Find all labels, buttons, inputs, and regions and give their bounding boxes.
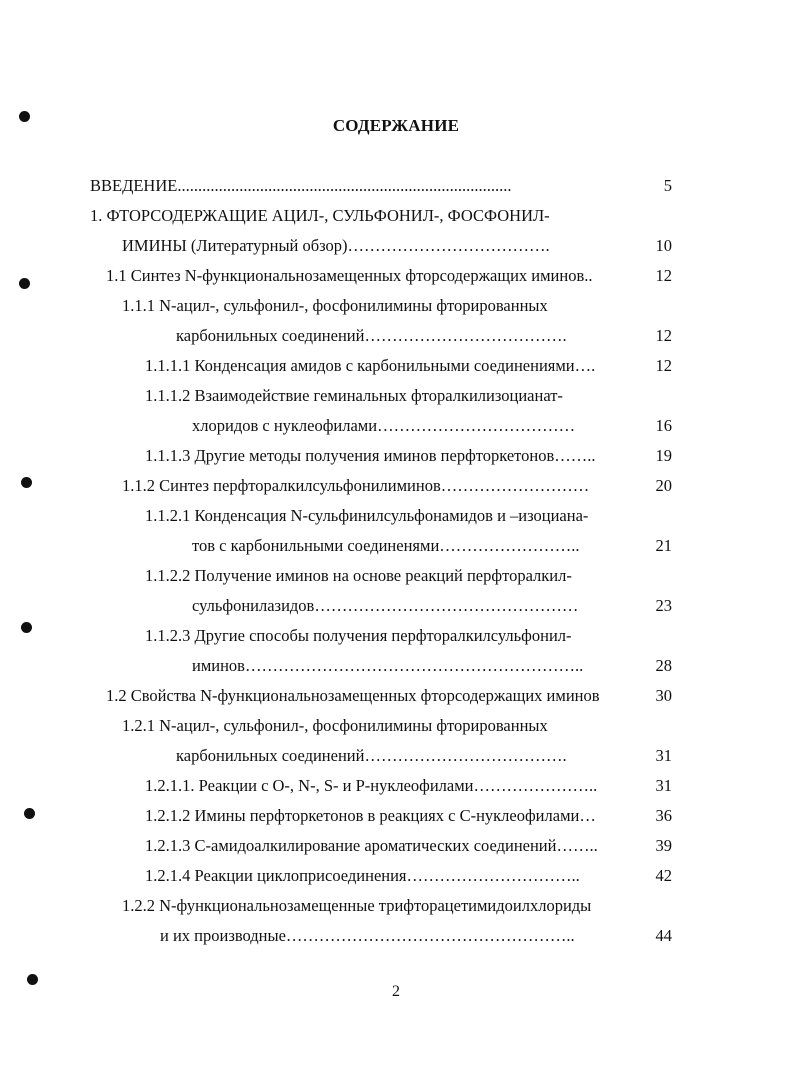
page-title: СОДЕРЖАНИЕ <box>332 116 460 135</box>
toc-entry-text: 1.2.1.2 Имины перфторкетонов в реакциях с С-нуклеофилами… <box>145 806 596 825</box>
toc-entry-text: ИМИНЫ (Литературный обзор)………………………………. <box>122 236 550 255</box>
toc-entry-page: 12 <box>655 326 672 345</box>
toc-entry-page: 10 <box>655 236 672 255</box>
toc-entry-text: 1.2.1 N-ацил-, сульфонил-, фосфонилимины фторированных <box>122 716 548 735</box>
toc-entry-text: 1.2 Свойства N-функциональнозамещенных фторсодержащих иминов <box>106 686 600 705</box>
toc-entry-text: хлоридов с нуклеофилами……………………………… <box>192 416 576 435</box>
toc-entry-page: 44 <box>655 926 672 945</box>
toc-entry-page: 36 <box>655 806 672 825</box>
toc-entry-page: 42 <box>655 866 672 885</box>
page-number: 2 <box>392 983 400 1000</box>
toc-entry-text: 1.1 Синтез N-функциональнозамещенных фторсодержащих иминов.. <box>106 266 593 285</box>
toc-entry-text: 1.1.1 N-ацил-, сульфонил-, фосфонилимины фторированных <box>122 296 548 315</box>
toc-entry-page: 30 <box>655 686 672 705</box>
toc-entry-text: 1.1.2.2 Получение иминов на основе реакций перфторалкил- <box>145 566 572 585</box>
toc-entry-page: 21 <box>655 536 672 555</box>
toc-entry-page: 12 <box>655 266 672 285</box>
toc-entry-text: 1.2.1.1. Реакции с O-, N-, S- и P-нуклеофилами………………….. <box>145 776 598 795</box>
binder-hole-2 <box>19 278 30 289</box>
toc-entry-text: 1.1.2.3 Другие способы получения перфторалкилсульфонил- <box>145 626 572 645</box>
toc-entry-text: 1.2.1.3 С-амидоалкилирование ароматических соединений…….. <box>145 836 598 855</box>
toc-entry-text: сульфонилазидов………………………………………… <box>192 596 579 615</box>
toc-entry-text: 1.1.2.1 Конденсация N-сульфинилсульфонамидов и –изоциана- <box>145 506 589 525</box>
toc-entry-page: 20 <box>655 476 672 495</box>
toc-entry-text: 1.1.2 Синтез перфторалкилсульфонилиминов……………………… <box>122 476 590 495</box>
toc-entry-page: 19 <box>655 446 672 465</box>
binder-hole-5 <box>24 808 35 819</box>
toc-entry-text: 1.1.1.2 Взаимодействие геминальных фторалкилизоцианат- <box>145 386 563 405</box>
binder-hole-3 <box>21 477 32 488</box>
toc-entry-text: 1.2.1.4 Реакции циклоприсоединения………………………….. <box>145 866 580 885</box>
toc-entry-page: 31 <box>655 776 672 795</box>
toc-entry-text: иминов…………………………………………………….. <box>192 656 584 675</box>
toc-entry-page: 28 <box>655 656 672 675</box>
toc-entry-text: ВВЕДЕНИЕ................................................................................. <box>90 176 512 195</box>
toc-entry-page: 23 <box>655 596 672 615</box>
toc-entry-page: 31 <box>655 746 672 765</box>
toc-entry-text: 1.1.1.1 Конденсация амидов с карбонильными соединениями…. <box>145 356 596 375</box>
toc-entry-text: и их производные…………………………………………….. <box>160 926 575 945</box>
toc-entry-text: тов с карбонильными соединенями…………………….. <box>192 536 580 555</box>
toc-entry-page: 12 <box>655 356 672 375</box>
toc-entry-page: 16 <box>655 416 672 435</box>
toc-entry-text: 1.1.1.3 Другие методы получения иминов перфторкетонов…….. <box>145 446 596 465</box>
toc-entry-text: 1. ФТОРСОДЕРЖАЩИЕ АЦИЛ-, СУЛЬФОНИЛ-, ФОСФОНИЛ- <box>90 206 550 225</box>
toc-entry-text: 1.2.2 N-функциональнозамещенные трифторацетимидоилхлориды <box>122 896 592 915</box>
toc-entry-text: карбонильных соединений………………………………. <box>176 746 567 765</box>
toc-entry-page: 39 <box>655 836 672 855</box>
toc-entry-page: 5 <box>663 176 672 195</box>
toc-entry-text: карбонильных соединений………………………………. <box>176 326 567 345</box>
binder-hole-4 <box>21 622 32 633</box>
